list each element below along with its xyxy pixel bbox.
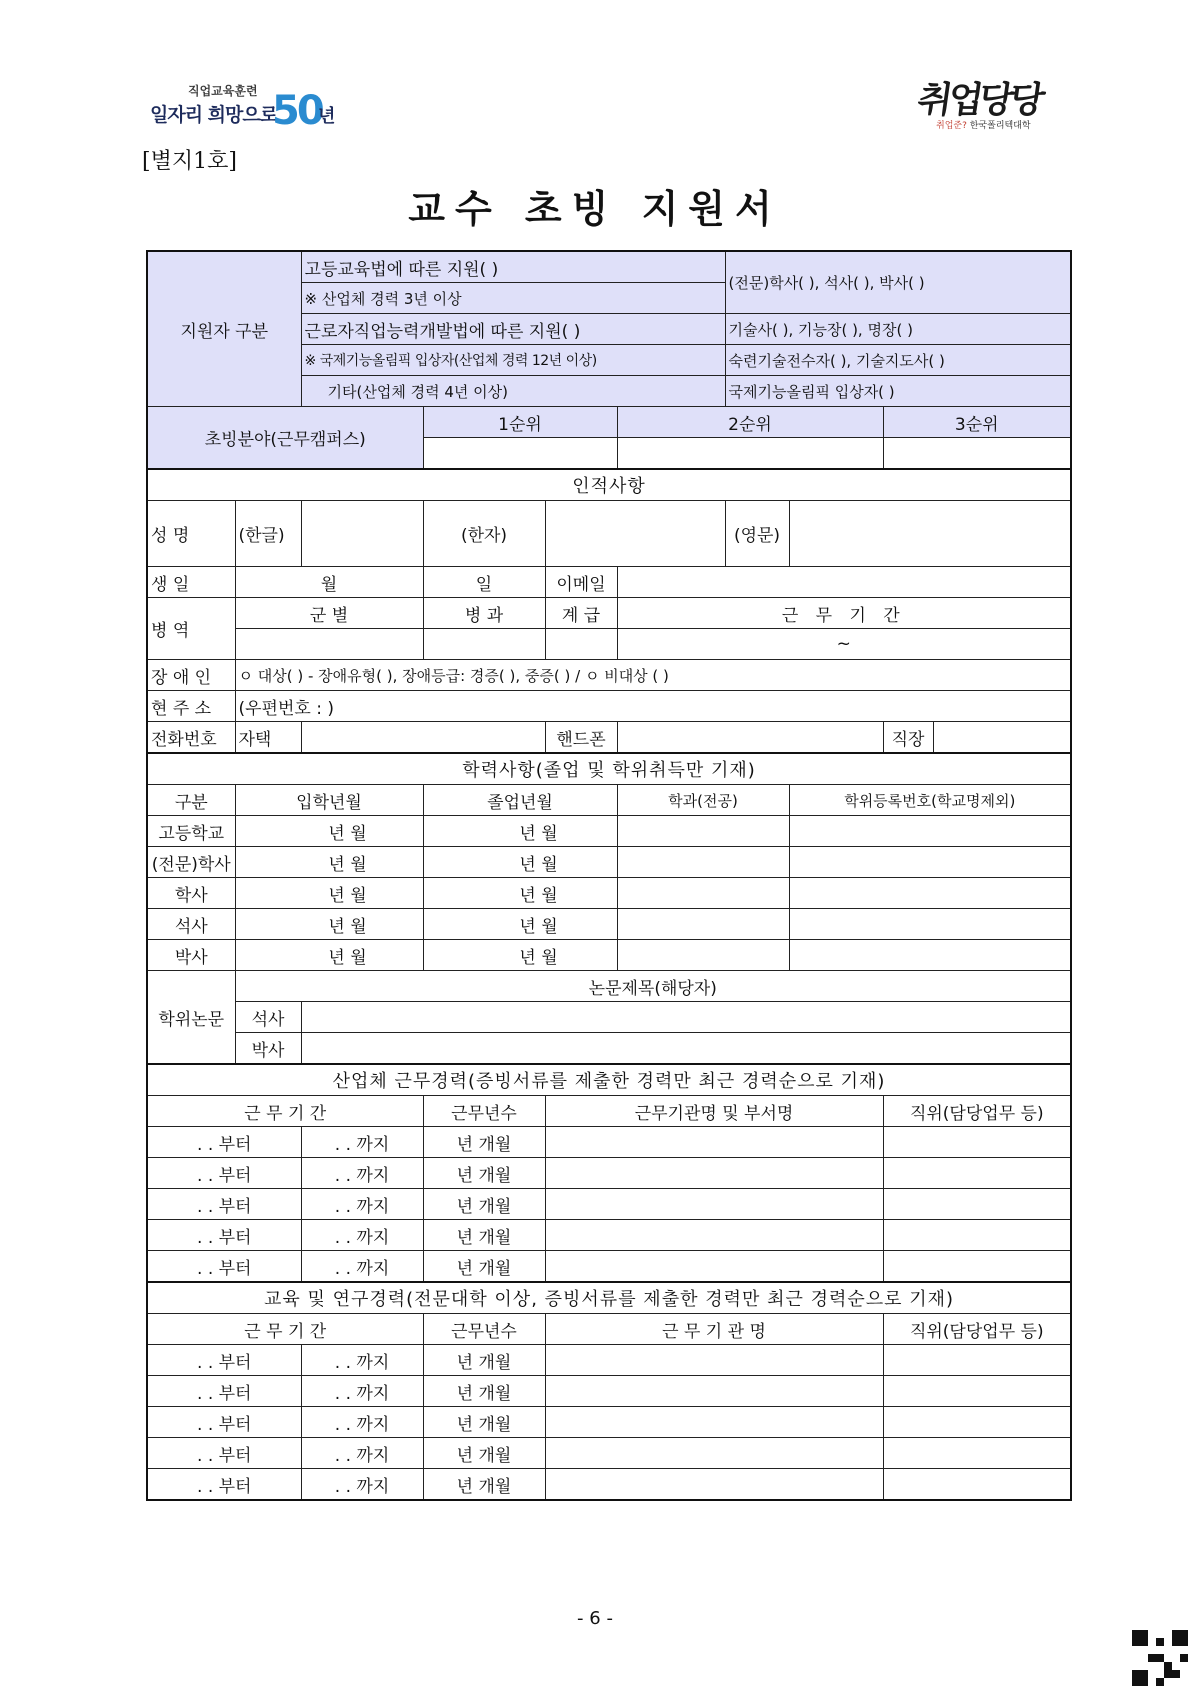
name-kor-input[interactable]	[301, 501, 423, 567]
military-label: 병 역	[147, 598, 235, 660]
name-hanja-input[interactable]	[545, 501, 725, 567]
name-kor-label: (한글)	[235, 501, 301, 567]
edu-header-degree-no: 학위등록번호(학교명제외)	[789, 785, 1071, 816]
edu-row-grad[interactable]: 년 월	[423, 909, 617, 940]
industry-row-from[interactable]: . . 부터	[147, 1158, 301, 1189]
edu-row-degree-no[interactable]	[789, 847, 1071, 878]
applicant-law1-note: ※ 산업체 경력 3년 이상	[301, 283, 725, 314]
industry-row-years[interactable]: 년 개월	[423, 1189, 545, 1220]
edu-row-major[interactable]	[617, 909, 789, 940]
research-header-years: 근무년수	[423, 1314, 545, 1345]
page-title: 교수 초빙 지원서	[408, 186, 782, 231]
edu-row	[147, 847, 1071, 878]
field-rank-3: 3순위	[883, 407, 1071, 438]
research-row-position[interactable]	[883, 1469, 1071, 1501]
military-type-input[interactable]	[423, 629, 545, 660]
applicant-law2-line2[interactable]: 숙련기술전수자( ), 기술지도사( )	[725, 345, 1071, 376]
personal-section-title: 인적사항	[147, 469, 1071, 501]
applicant-law1[interactable]: 고등교육법에 따른 지원( )	[301, 251, 725, 283]
applicant-law1-degrees[interactable]: (전문)학사( ), 석사( ), 박사( )	[725, 251, 1071, 314]
industry-row	[147, 1127, 1071, 1158]
edu-row-type: 석사	[147, 909, 235, 940]
phone-work-input[interactable]	[933, 722, 1071, 754]
military-type-label: 병 과	[423, 598, 545, 629]
industry-header-years: 근무년수	[423, 1096, 545, 1127]
thesis-master-input[interactable]	[301, 1002, 1071, 1033]
logo-right-sub-b: 한국폴리텍대학	[969, 121, 1031, 131]
research-row	[147, 1407, 1071, 1438]
research-row-position[interactable]	[883, 1376, 1071, 1407]
research-row-to[interactable]: . . 까지	[301, 1469, 423, 1501]
applicant-law2-line1[interactable]: 기술사( ), 기능장( ), 명장( )	[725, 314, 1071, 345]
edu-row-enter[interactable]: 년 월	[235, 940, 423, 971]
field-rank-3-input[interactable]	[883, 438, 1071, 470]
edu-row-degree-no[interactable]	[789, 909, 1071, 940]
industry-row-org[interactable]	[545, 1251, 883, 1283]
logo-left-small-text: 직업교육훈련	[188, 84, 258, 98]
industry-header-position: 직위(담당업무 등)	[883, 1096, 1071, 1127]
phone-home-label: 자택	[235, 722, 301, 754]
edu-row-enter[interactable]: 년 월	[235, 816, 423, 847]
industry-row-position[interactable]	[883, 1189, 1071, 1220]
thesis-title-header: 논문제목(해당자)	[235, 971, 1071, 1002]
industry-row-position[interactable]	[883, 1127, 1071, 1158]
military-period-input[interactable]: ~	[617, 629, 1071, 660]
thesis-doctor-input[interactable]	[301, 1033, 1071, 1065]
industry-row	[147, 1251, 1071, 1283]
applicant-type-label: 지원자 구분	[147, 251, 301, 407]
logo-left-suffix: 년	[318, 106, 336, 127]
applicant-law2-note: ※ 국제기능올림픽 입상자(산업체 경력 12년 이상)	[301, 345, 725, 376]
address-label: 현 주 소	[147, 691, 235, 722]
page-number: - 6 -	[577, 1608, 613, 1629]
birth-day[interactable]: 일	[423, 567, 545, 598]
field-label: 초빙분야(근무캠퍼스)	[147, 407, 423, 470]
edu-row	[147, 878, 1071, 909]
research-row-position[interactable]	[883, 1407, 1071, 1438]
edu-row-grad[interactable]: 년 월	[423, 940, 617, 971]
military-rank-label: 계 급	[545, 598, 617, 629]
edu-row-type: 학사	[147, 878, 235, 909]
logo-polytech	[914, 72, 1058, 136]
research-header-org: 근 무 기 관 명	[545, 1314, 883, 1345]
logo-right-sub	[936, 118, 1031, 131]
industry-row-position[interactable]	[883, 1158, 1071, 1189]
edu-row-grad[interactable]: 년 월	[423, 816, 617, 847]
phone-mobile-label: 핸드폰	[545, 722, 617, 754]
industry-section-title: 산업체 근무경력(증빙서류를 제출한 경력만 최근 경력순으로 기재)	[147, 1064, 1071, 1096]
education-section-title: 학력사항(졸업 및 학위취득만 기재)	[147, 753, 1071, 785]
industry-row-org[interactable]	[545, 1220, 883, 1251]
field-rank-2: 2순위	[617, 407, 883, 438]
research-row-from[interactable]: . . 부터	[147, 1345, 301, 1376]
phone-home-input[interactable]	[301, 722, 545, 754]
birth-month[interactable]: 월	[235, 567, 423, 598]
thesis-label: 학위논문	[147, 971, 235, 1065]
logo-left-big-text: 일자리 희망으로	[150, 104, 278, 126]
industry-row-from[interactable]: . . 부터	[147, 1127, 301, 1158]
industry-row-to[interactable]: . . 까지	[301, 1220, 423, 1251]
field-rank-1-input[interactable]	[423, 438, 617, 470]
industry-header-org: 근무기관명 및 부서명	[545, 1096, 883, 1127]
research-row-to[interactable]: . . 까지	[301, 1407, 423, 1438]
industry-row	[147, 1220, 1071, 1251]
research-row-years[interactable]: 년 개월	[423, 1345, 545, 1376]
industry-row-org[interactable]	[545, 1127, 883, 1158]
applicant-law2-other[interactable]: 기타(산업체 경력 4년 이상)	[301, 376, 725, 407]
logo-right-script: 취업당당	[914, 79, 1044, 121]
field-rank-2-input[interactable]	[617, 438, 883, 470]
research-row-to[interactable]: . . 까지	[301, 1438, 423, 1469]
phone-mobile-input[interactable]	[617, 722, 883, 754]
logo-left-digit-0: 0	[296, 88, 322, 134]
research-row-org[interactable]	[545, 1345, 883, 1376]
research-row-years[interactable]: 년 개월	[423, 1376, 545, 1407]
industry-row-from[interactable]: . . 부터	[147, 1251, 301, 1283]
address-input[interactable]: (우편번호 : )	[235, 691, 1071, 722]
research-row-to[interactable]: . . 까지	[301, 1376, 423, 1407]
name-eng-input[interactable]	[789, 501, 1071, 567]
edu-row-grad[interactable]: 년 월	[423, 878, 617, 909]
logo-right-sub-a: 취업준?	[936, 121, 970, 131]
edu-row-type: 고등학교	[147, 816, 235, 847]
research-header-position: 직위(담당업무 등)	[883, 1314, 1071, 1345]
research-row-org[interactable]	[545, 1438, 883, 1469]
email-input[interactable]	[617, 567, 1071, 598]
name-label: 성 명	[147, 501, 235, 567]
military-rank-input[interactable]	[545, 629, 617, 660]
industry-row-position[interactable]	[883, 1251, 1071, 1283]
research-row	[147, 1469, 1071, 1501]
research-row	[147, 1438, 1071, 1469]
industry-row-to[interactable]: . . 까지	[301, 1251, 423, 1283]
industry-row-to[interactable]: . . 까지	[301, 1189, 423, 1220]
edu-row-major[interactable]	[617, 847, 789, 878]
edu-header-major: 학과(전공)	[617, 785, 789, 816]
applicant-law2-line3[interactable]: 국제기능올림픽 입상자( )	[725, 376, 1071, 407]
edu-row-degree-no[interactable]	[789, 940, 1071, 971]
industry-row-years[interactable]: 년 개월	[423, 1127, 545, 1158]
edu-row-major[interactable]	[617, 816, 789, 847]
edu-row-enter[interactable]: 년 월	[235, 847, 423, 878]
research-row-from[interactable]: . . 부터	[147, 1469, 301, 1501]
name-hanja-label: (한자)	[423, 501, 545, 567]
qr-code-icon	[1132, 1630, 1188, 1686]
phone-work-label: 직장	[883, 722, 933, 754]
research-row	[147, 1376, 1071, 1407]
birth-label: 생 일	[147, 567, 235, 598]
edu-row-major[interactable]	[617, 940, 789, 971]
edu-header-enter: 입학년월	[235, 785, 423, 816]
research-row-org[interactable]	[545, 1407, 883, 1438]
research-row-position[interactable]	[883, 1345, 1071, 1376]
edu-row-type: (전문)학사	[147, 847, 235, 878]
logo-left-number	[272, 88, 322, 134]
military-branch-input[interactable]	[235, 629, 423, 660]
research-row	[147, 1345, 1071, 1376]
edu-row	[147, 940, 1071, 971]
edu-row-degree-no[interactable]	[789, 878, 1071, 909]
industry-row-org[interactable]	[545, 1158, 883, 1189]
research-header-period: 근 무 기 간	[147, 1314, 423, 1345]
military-branch-label: 군 별	[235, 598, 423, 629]
research-row-to[interactable]: . . 까지	[301, 1345, 423, 1376]
edu-header-grad: 졸업년월	[423, 785, 617, 816]
application-form	[146, 250, 1072, 1501]
research-row-position[interactable]	[883, 1438, 1071, 1469]
industry-row-position[interactable]	[883, 1220, 1071, 1251]
edu-row	[147, 909, 1071, 940]
industry-row-to[interactable]: . . 까지	[301, 1158, 423, 1189]
research-row-from[interactable]: . . 부터	[147, 1438, 301, 1469]
thesis-doctor-label: 박사	[235, 1033, 301, 1065]
edu-row-enter[interactable]: 년 월	[235, 878, 423, 909]
edu-row-enter[interactable]: 년 월	[235, 909, 423, 940]
research-row-org[interactable]	[545, 1376, 883, 1407]
research-section-title: 교육 및 연구경력(전문대학 이상, 증빙서류를 제출한 경력만 최근 경력순으로 기재)	[147, 1282, 1071, 1314]
logo-50-years	[150, 82, 335, 134]
industry-row	[147, 1158, 1071, 1189]
phone-label: 전화번호	[147, 722, 235, 754]
edu-row-type: 박사	[147, 940, 235, 971]
industry-row-from[interactable]: . . 부터	[147, 1220, 301, 1251]
email-label: 이메일	[545, 567, 617, 598]
logo-left-digit-5: 5	[272, 88, 297, 134]
disabled-options[interactable]: ㅇ 대상( ) - 장애유형( ), 장애등급: 경증( ), 중증( ) / ㅇ 비대상 ( )	[235, 660, 1071, 691]
edu-row-degree-no[interactable]	[789, 816, 1071, 847]
research-row-from[interactable]: . . 부터	[147, 1407, 301, 1438]
disabled-label: 장 애 인	[147, 660, 235, 691]
research-row-years[interactable]: 년 개월	[423, 1438, 545, 1469]
research-row-org[interactable]	[545, 1469, 883, 1501]
edu-header-type: 구분	[147, 785, 235, 816]
research-row-from[interactable]: . . 부터	[147, 1376, 301, 1407]
industry-row-org[interactable]	[545, 1189, 883, 1220]
military-period-label: 근 무 기 간	[617, 598, 1071, 629]
industry-row-years[interactable]: 년 개월	[423, 1220, 545, 1251]
edu-row-major[interactable]	[617, 878, 789, 909]
attachment-label: [별지1호]	[142, 149, 237, 174]
edu-row	[147, 816, 1071, 847]
edu-row-grad[interactable]: 년 월	[423, 847, 617, 878]
applicant-law2[interactable]: 근로자직업능력개발법에 따른 지원( )	[301, 314, 725, 345]
industry-row-years[interactable]: 년 개월	[423, 1251, 545, 1283]
research-row-years[interactable]: 년 개월	[423, 1469, 545, 1501]
research-row-years[interactable]: 년 개월	[423, 1407, 545, 1438]
industry-row	[147, 1189, 1071, 1220]
industry-row-to[interactable]: . . 까지	[301, 1127, 423, 1158]
thesis-master-label: 석사	[235, 1002, 301, 1033]
field-rank-1: 1순위	[423, 407, 617, 438]
name-eng-label: (영문)	[725, 501, 789, 567]
industry-row-from[interactable]: . . 부터	[147, 1189, 301, 1220]
industry-row-years[interactable]: 년 개월	[423, 1158, 545, 1189]
industry-header-period: 근 무 기 간	[147, 1096, 423, 1127]
